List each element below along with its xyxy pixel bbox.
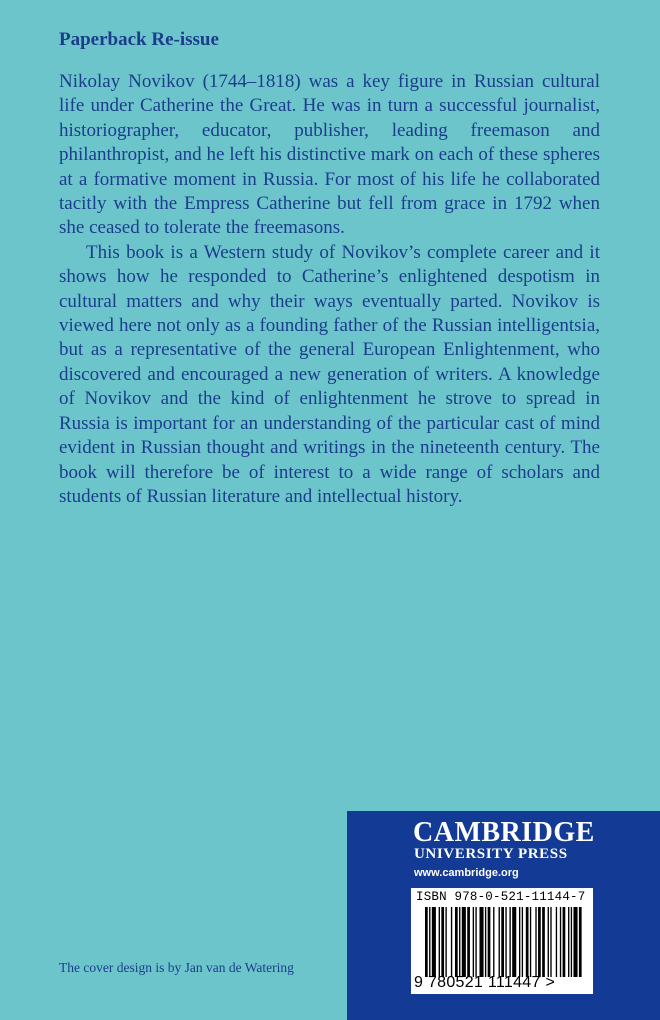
- barcode-bar: [579, 907, 582, 977]
- barcode-bar: [573, 907, 577, 977]
- barcode-bar: [560, 907, 561, 977]
- section-heading: Paperback Re-issue: [59, 29, 219, 50]
- barcode-digits: 9 780521 111447 >: [414, 974, 556, 991]
- barcode-bar: [542, 907, 545, 977]
- barcode-bar: [493, 907, 494, 977]
- publisher-subtitle: UNIVERSITY PRESS: [414, 846, 568, 862]
- barcode-bar: [526, 907, 529, 977]
- barcode-bar: [519, 907, 520, 977]
- barcode-bar: [455, 907, 458, 977]
- publisher-url: www.cambridge.org: [414, 867, 519, 879]
- barcode-bar: [501, 907, 504, 977]
- publisher-block: [347, 811, 660, 1020]
- barcode-bar: [548, 907, 549, 977]
- barcode-bar: [462, 907, 466, 977]
- blurb-text: [59, 70, 600, 509]
- barcode-bar: [429, 907, 430, 977]
- barcode-bar: [563, 907, 566, 977]
- barcode-bar: [425, 907, 428, 977]
- barcode-bar: [499, 907, 500, 977]
- barcode-panel: [411, 888, 593, 994]
- isbn-label: ISBN 978-0-521-11144-7: [416, 890, 586, 904]
- barcode-icon: [425, 907, 583, 977]
- barcode-bar: [439, 907, 440, 977]
- barcode-bar: [467, 907, 470, 977]
- barcode-bar: [479, 907, 483, 977]
- cover-design-credit: The cover design is by Jan van de Watering: [59, 960, 294, 975]
- barcode-bar: [445, 907, 446, 977]
- barcode-bar: [538, 907, 541, 977]
- barcode-bar: [441, 907, 444, 977]
- barcode-bar: [550, 907, 551, 977]
- barcode-bar: [432, 907, 436, 977]
- publisher-name: CAMBRIDGE: [413, 817, 595, 848]
- barcode-bar: [485, 907, 486, 977]
- barcode-bar: [475, 907, 476, 977]
- barcode-bar: [459, 907, 460, 977]
- barcode-bar: [556, 907, 557, 977]
- blurb-paragraph-2: This book is a Western study of Novikov’s complete career and it shows how he responded to Catherine’s enlightened despotism in cultural matters and why their ways eventually parted. Novikov is viewed here not only as a founding father of the Russian intelligentsia, but as a representative of the general European Enlightenment, who discovered and encouraged a new generation of writers. A knowledge of Novikov and the kind of enlightenment he strove to spread in Russia is important for an understanding of the particular cast of mind evident in Russian thought and writings in the nineteenth century. The book will therefore be of interest to a wide range of scholars and students of Russian literature and intellectual history.: [59, 241, 600, 507]
- barcode-bar: [571, 907, 572, 977]
- barcode-bar: [488, 907, 491, 977]
- barcode-bar: [568, 907, 569, 977]
- blurb-paragraph-1: Nikolay Novikov (1744–1818) was a key figure in Russian cultural life under Catherine the Great. He was in turn a successful journalist, historiographer, educator, publisher, leading freemason and philanthropist, and he left his distinctive mark on each of these spheres at a formative moment in Russia. For most of his life he collaborated tacitly with the Empress Catherine but fell from grace in 1792 when she ceased to tolerate the freemasons.: [59, 71, 600, 239]
- barcode-bar: [473, 907, 474, 977]
- barcode-bar: [522, 907, 523, 977]
- barcode-bar: [535, 907, 536, 977]
- barcode-bar: [505, 907, 506, 977]
- barcode-bar: [530, 907, 531, 977]
- barcode-bar: [509, 907, 510, 977]
- barcode-bar: [512, 907, 516, 977]
- barcode-bar: [451, 907, 452, 977]
